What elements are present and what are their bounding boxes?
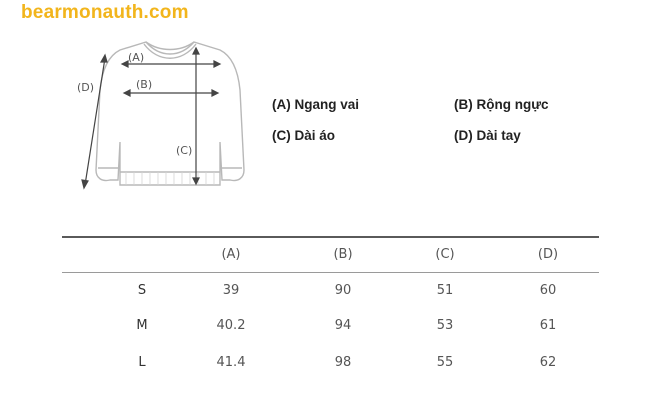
diagram-label-d: (D) bbox=[77, 81, 95, 94]
column-header-a: (A) bbox=[221, 247, 241, 262]
table-cell: 55 bbox=[436, 355, 454, 370]
diagram-label-b: (B) bbox=[136, 78, 153, 91]
table-top-rule bbox=[62, 236, 599, 238]
table-cell: 94 bbox=[334, 318, 352, 333]
size-label: S bbox=[137, 283, 147, 298]
legend-shoulder: (A) Ngang vai bbox=[272, 97, 360, 112]
table-header-rule bbox=[62, 272, 599, 273]
table-cell: 51 bbox=[436, 283, 454, 298]
table-cell: 40.2 bbox=[216, 318, 246, 333]
diagram-label-a: (A) bbox=[128, 51, 145, 64]
watermark: bearmonauth.com bbox=[21, 2, 189, 23]
size-label: L bbox=[138, 355, 146, 370]
diagram-label-c: (C) bbox=[176, 144, 193, 157]
sweater-diagram bbox=[60, 30, 260, 200]
table-cell: 39 bbox=[222, 283, 240, 298]
table-cell: 60 bbox=[539, 283, 557, 298]
column-header-b: (B) bbox=[333, 247, 353, 262]
table-cell: 41.4 bbox=[216, 355, 246, 370]
column-header-d: (D) bbox=[537, 247, 559, 262]
table-cell: 61 bbox=[539, 318, 557, 333]
table-cell: 98 bbox=[334, 355, 352, 370]
legend-length: (C) Dài áo bbox=[272, 128, 336, 143]
table-cell: 62 bbox=[539, 355, 557, 370]
table-cell: 53 bbox=[436, 318, 454, 333]
table-cell: 90 bbox=[334, 283, 352, 298]
legend-sleeve: (D) Dài tay bbox=[454, 128, 521, 143]
legend-chest: (B) Rộng ngực bbox=[454, 97, 549, 112]
column-header-c: (C) bbox=[435, 247, 455, 262]
size-label: M bbox=[136, 318, 148, 333]
